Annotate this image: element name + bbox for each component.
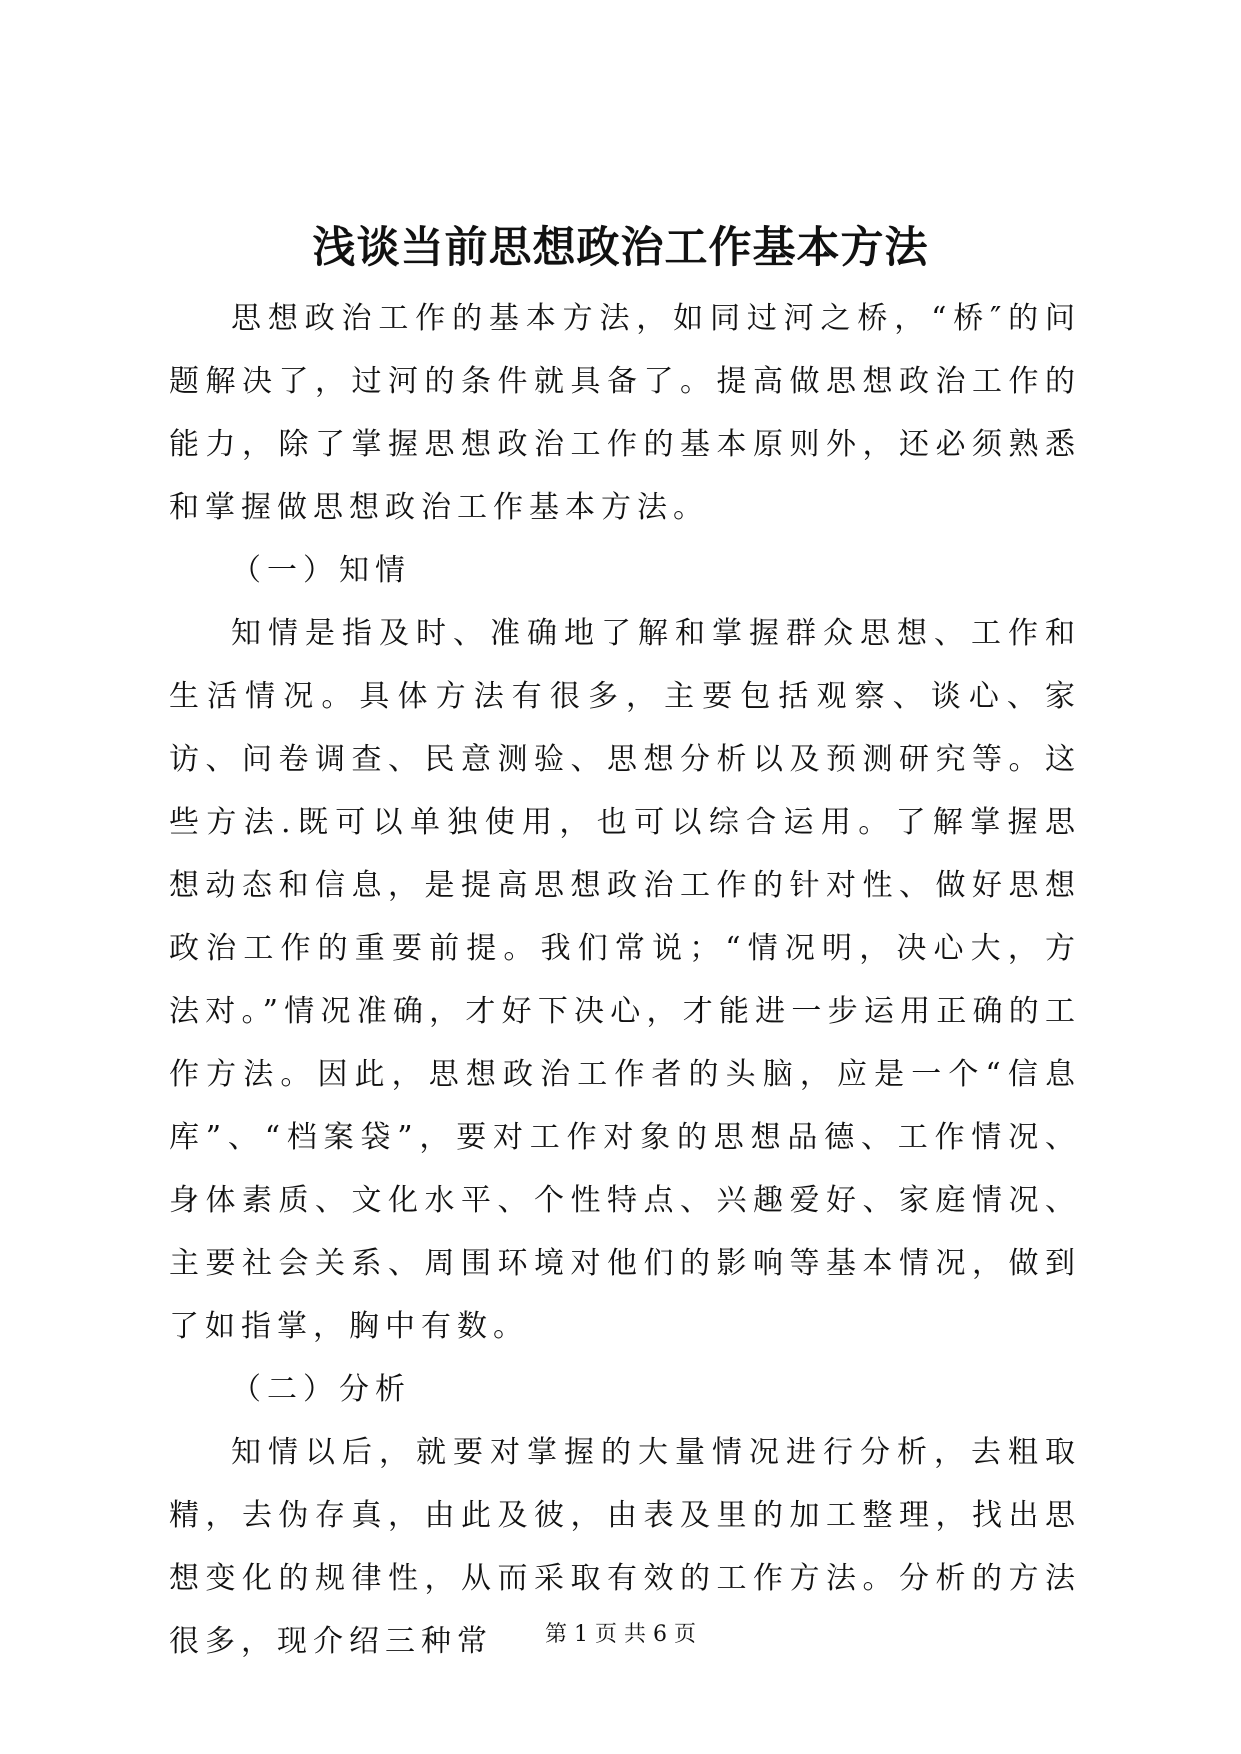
paragraph-fenxi: 知情以后，就要对掌握的大量情况进行分析，去粗取精，去伪存真，由此及彼，由表及里的加工整理，找出思想变化的规律性，从而采取有效的工作方法。分析的方法很多，现介绍三种常 bbox=[169, 1435, 1081, 1659]
document-body bbox=[169, 287, 1081, 1673]
paragraph-zhiqing: 知情是指及时、准确地了解和掌握群众思想、工作和生活情况。具体方法有很多，主要包括观察、谈心、家访、问卷调查、民意测验、思想分析以及预测研究等。这些方法.既可以单独使用，也可以综合运用。了解掌握思想动态和信息，是提高思想政治工作的针对性、做好思想政治工作的重要前提。我们常说；“情况明，决心大，方法对。”情况准确，才好下决心，才能进一步运用正确的工作方法。因此，思想政治工作者的头脑，应是一个“信息库”、“档案袋”，要对工作对象的思想品德、工作情况、身体素质、文化水平、个性特点、兴趣爱好、家庭情况、主要社会关系、周围环境对他们的影响等基本情况，做到了如指掌，胸中有数。 bbox=[169, 616, 1081, 1344]
paragraph-intro: 思想政治工作的基本方法，如同过河之桥，“桥″的问题解决了，过河的条件就具备了。提高做思想政治工作的能力，除了掌握思想政治工作的基本原则外，还必须熟悉和掌握做思想政治工作基本方法。 bbox=[169, 301, 1081, 525]
section-heading-fenxi: （二）分析 bbox=[231, 1372, 411, 1407]
document-title: 浅谈当前思想政治工作基本方法 bbox=[312, 223, 929, 273]
section-heading-zhiqing: （一）知情 bbox=[231, 553, 411, 588]
page-footer: 第 1 页 共 6 页 bbox=[545, 1622, 696, 1647]
